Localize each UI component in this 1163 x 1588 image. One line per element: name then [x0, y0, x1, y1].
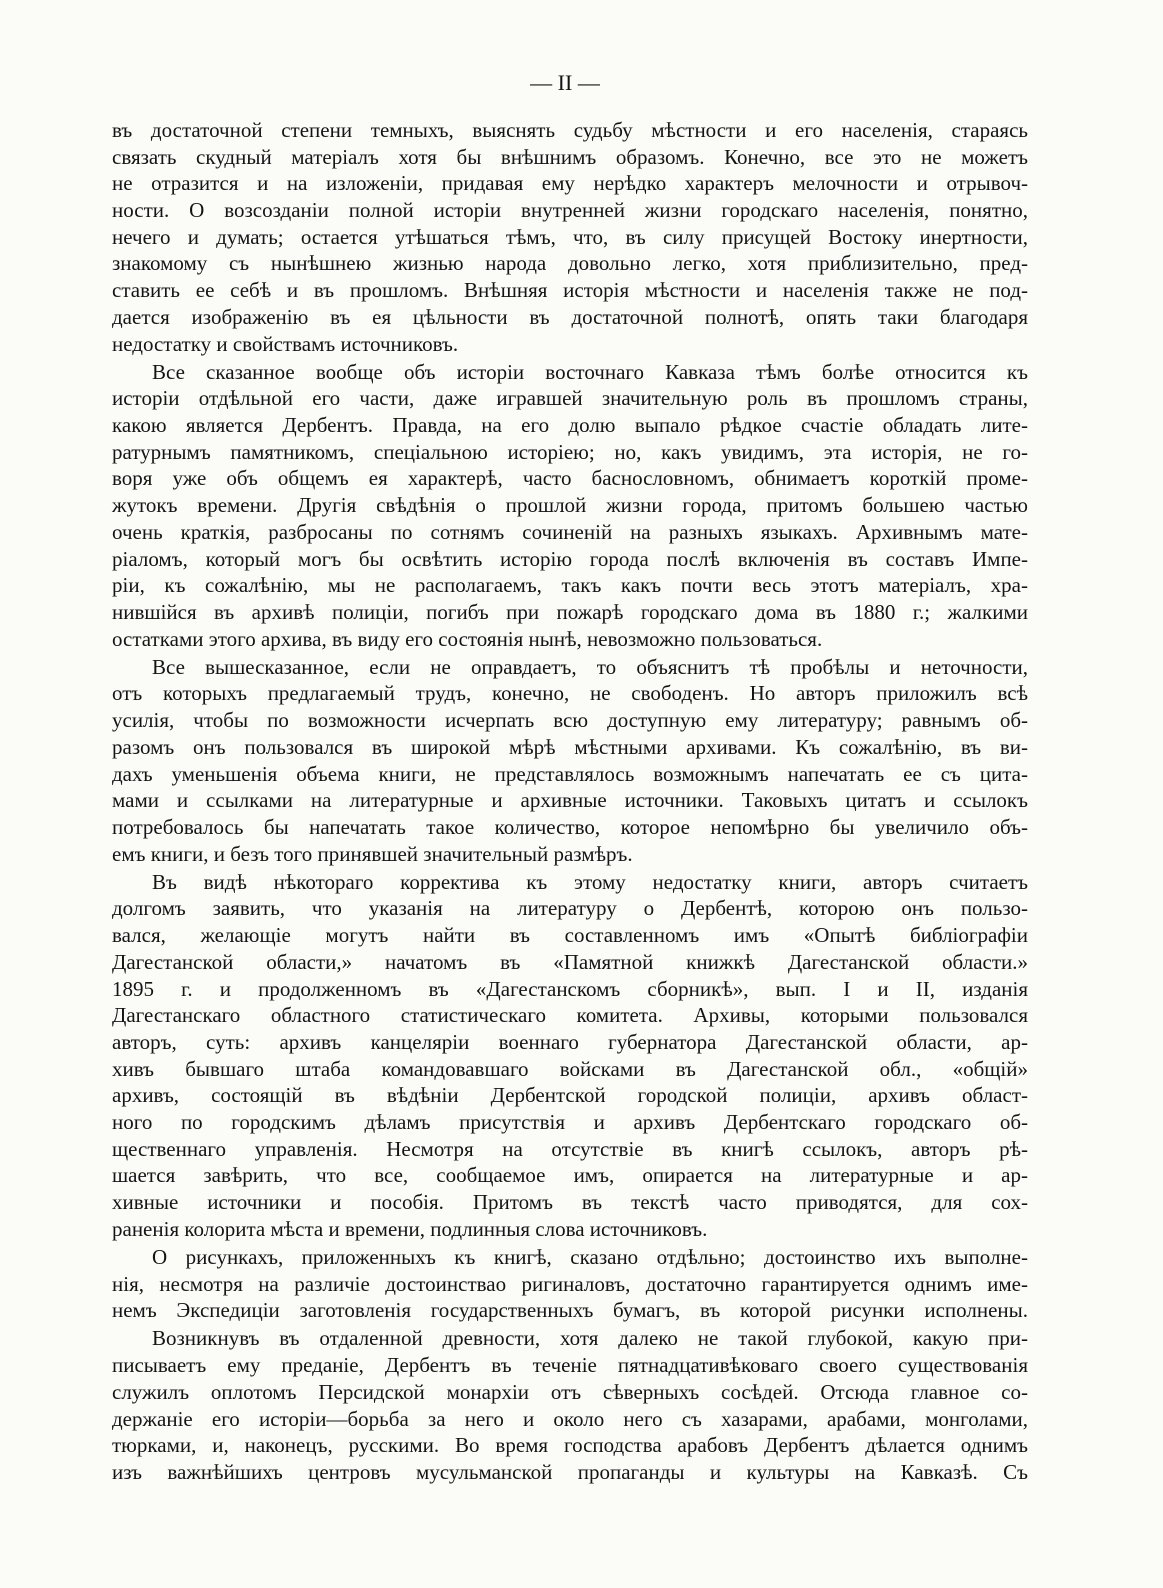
- text-line: знакомому съ нынѣшнею жизнью народа довольно легко, хотя приблизительно, пред-: [112, 251, 1028, 276]
- text-line: разомъ онъ пользовался въ широкой мѣрѣ мѣстными архивами. Къ сожалѣнію, въ ви-: [112, 734, 1028, 759]
- text-line: ратурнымъ памятникомъ, спеціальною исторіею; но, какъ увидимъ, эта исторія, не го-: [112, 439, 1028, 464]
- text-line: авторъ, суть: архивъ канцеляріи военнаго губернатора Дагестанской области, ар-: [112, 1029, 1028, 1054]
- text-line: щественнаго управленія. Несмотря на отсутствіе въ книгѣ ссылокъ, авторъ рѣ-: [112, 1136, 1028, 1161]
- text-line: Все сказанное вообще объ исторіи восточнаго Кавказа тѣмъ болѣе относится къ: [152, 359, 1028, 384]
- text-line: писываетъ ему преданіе, Дербентъ въ теченіе пятнадцативѣковаго своего существованія: [112, 1353, 1028, 1378]
- paragraph: [112, 654, 1028, 868]
- text-line: потребовалось бы напечатать такое количество, которое непомѣрно бы увеличило объ-: [112, 814, 1028, 839]
- text-line: усилія, чтобы по возможности исчерпать всю доступную ему литературу; равнымъ об-: [112, 708, 1028, 733]
- text-line: ного по городскимъ дѣламъ присутствія и архивъ Дербентскаго городскаго об-: [112, 1109, 1028, 1134]
- text-line: служилъ оплотомъ Персидской монархіи отъ сѣверныхъ сосѣдей. Отсюда главное со-: [112, 1379, 1028, 1404]
- text-line: долгомъ заявить, что указанія на литературу о Дербентѣ, которою онъ пользо-: [112, 896, 1028, 921]
- paragraph: [112, 359, 1028, 653]
- text-line: раненія колорита мѣста и времени, подлинныя слова источниковъ.: [112, 1216, 708, 1241]
- text-line: ріаломъ, который могъ бы освѣтить исторію города послѣ включенія въ составъ Импе-: [112, 546, 1028, 571]
- text-line: Все вышесказанное, если не оправдаетъ, то объяснитъ тѣ пробѣлы и неточности,: [152, 654, 1028, 679]
- text-line: дахъ уменьшенія объема книги, не представлялось возможнымъ напечатать ее съ цита-: [112, 761, 1028, 786]
- body-text: [112, 117, 1028, 1486]
- text-line: ріи, къ сожалѣнію, мы не располагаемъ, такъ какъ почти весь этотъ матеріалъ, хра-: [112, 573, 1028, 598]
- text-line: Въ видѣ нѣкотораго корректива къ этому недостатку книги, авторъ считаетъ: [152, 869, 1028, 894]
- text-line: дается изображенію въ ея цѣльности въ достаточной полнотѣ, опять таки благодаря: [112, 304, 1028, 329]
- text-line: тюрками, и, наконецъ, русскими. Во время господства арабовъ Дербентъ дѣлается однимъ: [112, 1433, 1028, 1458]
- text-line: хивъ бывшаго штаба командовавшаго войсками въ Дагестанской обл., «общій»: [112, 1056, 1028, 1081]
- text-line: Возникнувъ въ отдаленной древности, хотя далеко не такой глубокой, какую при-: [152, 1326, 1028, 1351]
- text-line: ности. О возсозданіи полной исторіи внутренней жизни городскаго населенія, понятно,: [112, 198, 1028, 223]
- text-line: мами и ссылками на литературные и архивные источники. Таковыхъ цитатъ и ссылокъ: [112, 788, 1028, 813]
- text-line: нившійся въ архивѣ полиціи, погибъ при пожарѣ городскаго дома въ 1880 г.; жалкими: [112, 599, 1028, 624]
- text-line: емъ книги, и безъ того принявшей значительный размѣръ.: [112, 841, 633, 866]
- text-line: отъ которыхъ предлагаемый трудъ, конечно, не свободенъ. Но авторъ приложилъ всѣ: [112, 681, 1028, 706]
- text-line: ставить ее себѣ и въ прошломъ. Внѣшняя исторія мѣстности и населенія также не под-: [112, 278, 1028, 303]
- text-line: немъ Экспедиціи заготовленія государственныхъ бумагъ, въ которой рисунки исполнены.: [112, 1298, 1028, 1323]
- text-line: хивные источники и пособія. Притомъ въ текстѣ часто приводятся, для сох-: [112, 1190, 1028, 1214]
- text-line: держаніе его исторіи—борьба за него и около него съ хазарами, арабами, монголами,: [112, 1406, 1028, 1431]
- text-line: архивъ, состоящій въ вѣдѣніи Дербентской городской полиціи, архивъ област-: [112, 1083, 1028, 1108]
- text-line: какою является Дербентъ. Правда, на его долю выпало рѣдкое счастіе обладать лите-: [112, 413, 1028, 438]
- text-line: воря уже объ общемъ ея характерѣ, часто баснословномъ, обнимаетъ короткій проме-: [112, 466, 1028, 491]
- text-line: не отразится и на изложеніи, придавая ему нерѣдко характеръ мелочности и отрывоч-: [112, 171, 1028, 196]
- text-line: очень краткія, разбросаны по сотнямъ сочиненій на разныхъ языкахъ. Архивнымъ мате-: [112, 519, 1028, 544]
- paragraph: [112, 117, 1028, 357]
- text-line: 1895 г. и продолженномъ въ «Дагестанскомъ сборникѣ», вып. I и II, изданія: [112, 976, 1028, 1001]
- text-line: нія, несмотря на различіе достоинствао ригиналовъ, достаточно гарантируется однимъ име-: [112, 1271, 1028, 1296]
- text-line: изъ важнѣйшихъ центровъ мусульманской пропаганды и культуры на Кавказѣ. Съ: [112, 1459, 1028, 1484]
- text-line: Дагестанской области,» начатомъ въ «Памятной книжкѣ Дагестанской области.»: [112, 949, 1028, 974]
- text-line: шается завѣрить, что все, сообщаемое имъ, опирается на литературные и ар-: [112, 1163, 1028, 1188]
- paragraph: [112, 869, 1028, 1243]
- text-line: жутокъ времени. Другія свѣдѣнія о прошлой жизни города, притомъ большею частью: [112, 493, 1028, 518]
- text-line: Дагестанскаго областного статистическаго комитета. Архивы, которыми пользовался: [112, 1003, 1028, 1028]
- text-line: недостатку и свойствамъ источниковъ.: [112, 331, 459, 356]
- text-line: въ достаточной степени темныхъ, выяснять судьбу мѣстности и его населенія, стараясь: [112, 118, 1028, 142]
- text-line: исторіи отдѣльной его части, даже игравшей значительную роль въ прошломъ страны,: [112, 386, 1028, 411]
- page-number: — II —: [530, 70, 600, 95]
- text-line: остатками этого архива, въ виду его состоянія нынѣ, невозможно пользоваться.: [112, 626, 823, 651]
- text-line: О рисункахъ, приложенныхъ къ книгѣ, сказано отдѣльно; достоинство ихъ выполне-: [152, 1244, 1028, 1269]
- paragraph: [112, 1244, 1028, 1324]
- text-line: связать скудный матеріалъ хотя бы внѣшнимъ образомъ. Конечно, все это не можетъ: [112, 144, 1028, 169]
- text-line: нечего и думать; остается утѣшаться тѣмъ, что, въ силу присущей Востоку инертности,: [112, 224, 1028, 249]
- paragraph: [112, 1325, 1028, 1485]
- text-line: вался, желающіе могутъ найти въ составленномъ имъ «Опытѣ библіографіи: [112, 923, 1028, 948]
